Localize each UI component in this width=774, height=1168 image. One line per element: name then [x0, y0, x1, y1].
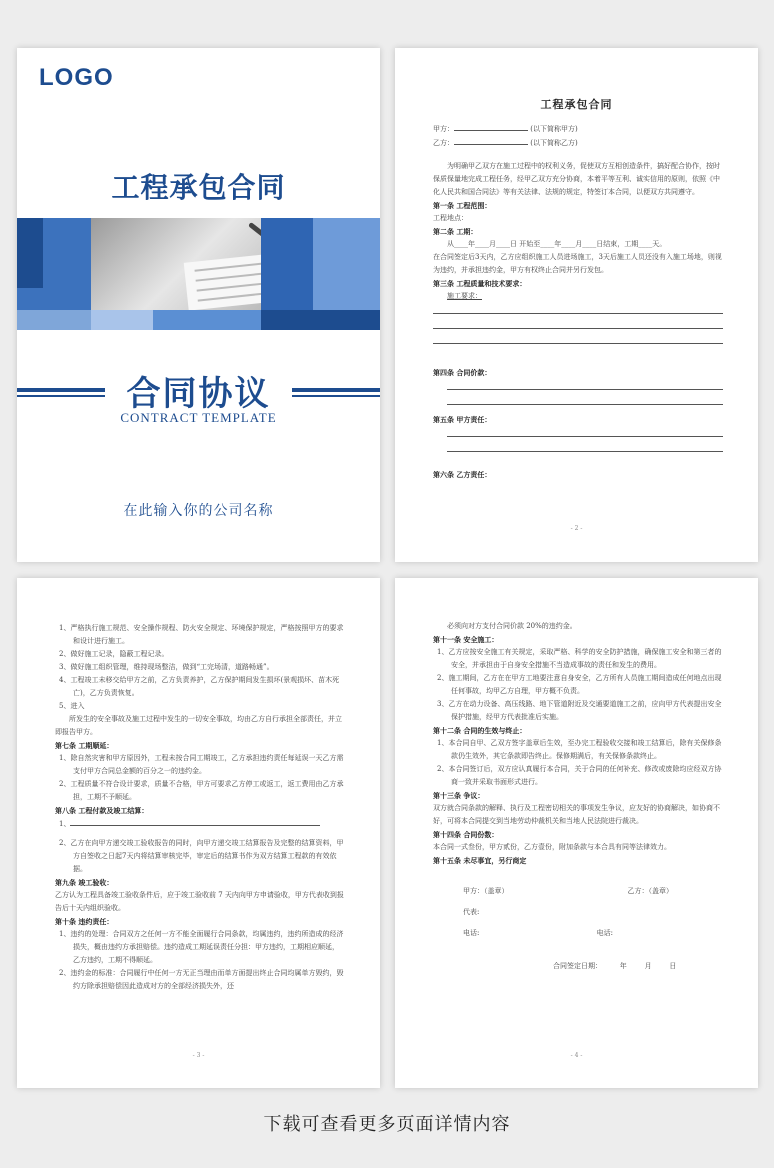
blank-line	[433, 318, 723, 329]
clause-item: 3、做好施工组织管理，维持现场整洁，做到“工完场清，道路畅通”。	[59, 663, 274, 671]
blank-line	[447, 379, 723, 390]
clause-item: 2、违约金的标准：合同履行中任何一方无正当理由而单方面提出终止合同均属单方毁约，毁约方除承担赔偿因此造成对方的全部经济损失外，还	[59, 969, 344, 990]
party-b-seal: 乙方：（盖章）	[627, 887, 673, 895]
doc-title: 工程承包合同	[540, 98, 613, 111]
page-number: - 4 -	[570, 1052, 583, 1059]
blank-line	[433, 333, 723, 344]
clause-item: 3、乙方在动力设备、高压线路、地下管道附近及交通要道施工之前，应向甲方代表提出安全保护措施，经甲方代表批准后实施。	[437, 700, 722, 721]
party-a-phone: 电话:	[463, 929, 480, 937]
article-1-heading: 第一条 工程范围：	[433, 201, 492, 210]
clause-item: 所发生的安全事故及施工过程中发生的一切安全事故，均由乙方自行承担全部责任，并立即报告甲方。	[55, 715, 342, 736]
contract-page-3	[17, 578, 380, 1088]
clause-item: 2、乙方在向甲方递交竣工验收报告的同时，向甲方递交竣工结算报告及完整的结算资料，甲方自签收之日起7天内将结算审核完毕，审定后的结算书作为双方结算工程款的有效依据。	[59, 839, 344, 873]
band-block	[91, 310, 153, 330]
page-4-body	[433, 620, 723, 973]
logo: LOGO	[39, 64, 114, 91]
clause-item: 5、进入	[59, 702, 85, 710]
intro-paragraph: 为明确甲乙双方在施工过程中的权利义务，促使双方互相创造条件，搞好配合协作，按时保质保量地完成工程任务，经甲乙双方充分协商，本着平等互利、诚实信用的原则，依照《中化人民共和国合同法》等有关法律、法规的规定，特签订本合同，以便双方共同遵守。	[433, 162, 720, 196]
article-12-heading: 第十二条 合同的生效与终止：	[433, 726, 527, 735]
party-a-note: (以下简称甲方)	[530, 125, 578, 133]
clause-item: 2、做好施工记录，隐蔽工程记录。	[59, 650, 169, 658]
blank-line	[447, 426, 723, 437]
clause-item: 2、工程质量不符合设计要求，质量不合格，甲方可要求乙方停工或返工，返工费用由乙方承担，工期不予顺延。	[59, 780, 344, 801]
signature-row	[433, 885, 723, 898]
dispute-text: 双方就合同条款的解释、执行及工程密切相关的事项发生争议，应友好的协商解决，如协商不好，可将本合同提交到当地劳动仲裁机关和当地人民法院进行裁决。	[433, 804, 720, 825]
cover-page	[17, 48, 380, 562]
sign-date: 合同签定日期： 年 月 日	[553, 962, 677, 970]
party-a-label: 甲方：	[433, 125, 454, 133]
clause-item: 1、乙方应按安全施工有关规定，采取严格、科学的安全防护措施，确保施工安全和第三者的安全，并承担由于自身安全措施不当造成事故的责任和发生的费用。	[437, 648, 722, 669]
article-3-heading: 第三条 工程质量和技术要求：	[433, 279, 527, 288]
page-2-body	[433, 122, 723, 481]
blank-line	[447, 394, 723, 405]
download-caption: 下载可查看更多页面详情内容	[263, 1114, 511, 1135]
cover-image-band	[17, 218, 380, 330]
blank-line	[433, 303, 723, 314]
article-9-heading: 第九条 竣工验收：	[55, 878, 114, 887]
acceptance-text: 乙方认为工程具备竣工验收条件后，应于竣工验收前 7 天内向甲方申请验收，甲方代表收到报告后十天内组织验收。	[55, 891, 344, 912]
copies-text: 本合同一式叁份，甲方贰份，乙方壹份，附加条款与本合具有同等法律效力。	[433, 843, 671, 851]
site-label: 工程地点：	[433, 214, 468, 222]
article-11-heading: 第十一条 安全施工：	[433, 635, 499, 644]
requirement-label: 施工要求：	[447, 292, 482, 300]
article-10-heading: 第十条 违约责任：	[55, 917, 114, 926]
band-block	[261, 310, 380, 330]
band-block	[153, 310, 261, 330]
party-a-seal: 甲方：（盖章）	[463, 887, 509, 895]
item-number: 1、	[59, 820, 71, 828]
period-note: 在合同签定后3天内，乙方应组织施工人员进场施工，3天后施工人员还没有入施工场地，则视为违约，并承担违约金，甲方有权终止合同并另行发包。	[433, 253, 722, 274]
contract-page-4	[395, 578, 758, 1088]
company-name-placeholder: 在此输入你的公司名称	[123, 503, 274, 519]
article-7-heading: 第七条 工期顺延：	[55, 741, 114, 750]
article-5-heading: 第五条 甲方责任：	[433, 415, 492, 424]
article-6-heading: 第六条 乙方责任：	[433, 470, 492, 479]
party-b-label: 乙方：	[433, 139, 454, 147]
article-14-heading: 第十四条 合同份数：	[433, 830, 499, 839]
continued-text: 必须向对方支付合同价款 20%的违约金。	[447, 622, 577, 630]
clause-item: 4、工程竣工未移交给甲方之前，乙方负责养护，乙方保护期间发生损坏(景观损坏、苗木死亡)，乙方负责恢复。	[59, 676, 340, 697]
blank-line	[447, 441, 723, 452]
party-a-line	[433, 122, 723, 136]
party-b-line	[433, 136, 723, 150]
page-number: - 3 -	[192, 1052, 205, 1059]
period-line: 从____年____月____日 开始至____年____月____日结束，工期____天。	[447, 240, 667, 248]
party-b-note: (以下简称乙方)	[530, 139, 578, 147]
page-3-body	[55, 622, 345, 993]
clause-item: 1、严格执行施工规范、安全操作规程、防火安全规定、环境保护规定，严格按照甲方的要求和设计进行施工。	[59, 624, 344, 645]
article-13-heading: 第十三条 争议：	[433, 791, 485, 800]
clause-item: 1、违约的处理：合同双方之任何一方不能全面履行合同条款，均属违约，违约所造成的经济损失，概由违约方承担赔偿。违约造成工期延误责任分担：甲方违约，工期相应顺延，乙方违约，工期不得顺延。	[59, 930, 344, 964]
band-block	[313, 218, 380, 310]
english-subtitle: CONTRACT TEMPLATE	[120, 410, 277, 425]
representative-label: 代表:	[463, 908, 480, 916]
clause-item: 1、本合同自甲、乙双方签字盖章后生效，至办完工程验收交接和竣工结算后，除有关保修条款仍生效外，其它条款即告终止。保修期满后，有关保修条款终止。	[437, 739, 722, 760]
phone-row	[433, 927, 723, 940]
article-15-heading: 第十五条 未尽事宜，另行商定	[433, 856, 527, 865]
article-4-heading: 第四条 合同价款：	[433, 368, 492, 377]
page-number: - 2 -	[570, 525, 583, 532]
party-b-phone: 电话:	[596, 929, 613, 937]
clause-item	[55, 817, 345, 831]
clause-item: 1、除自然灾害和甲方原因外，工程未按合同工期竣工，乙方承担违约责任每延误一天乙方需支付甲方合同总金额的百分之一的违约金。	[59, 754, 344, 775]
agreement-heading: 合同协议	[126, 374, 271, 414]
article-8-heading: 第八条 工程付款及竣工结算：	[55, 806, 149, 815]
clause-item: 2、本合同签订后，双方应认真履行本合同，关于合同的任何补充、修改或废除均应经双方协商一致并采取书面形式进行。	[437, 765, 722, 786]
writing-hand-photo	[91, 218, 261, 310]
contract-page-2	[395, 48, 758, 562]
band-block	[17, 218, 43, 288]
article-2-heading: 第二条 工期：	[433, 227, 478, 236]
clause-item: 2、施工期间，乙方在在甲方工地要注意自身安全，乙方所有人员施工期间造成任何地点出现任何事故，均甲乙方自理，甲方概不负责。	[437, 674, 722, 695]
band-block	[17, 310, 91, 330]
cover-title: 工程承包合同	[111, 171, 286, 204]
